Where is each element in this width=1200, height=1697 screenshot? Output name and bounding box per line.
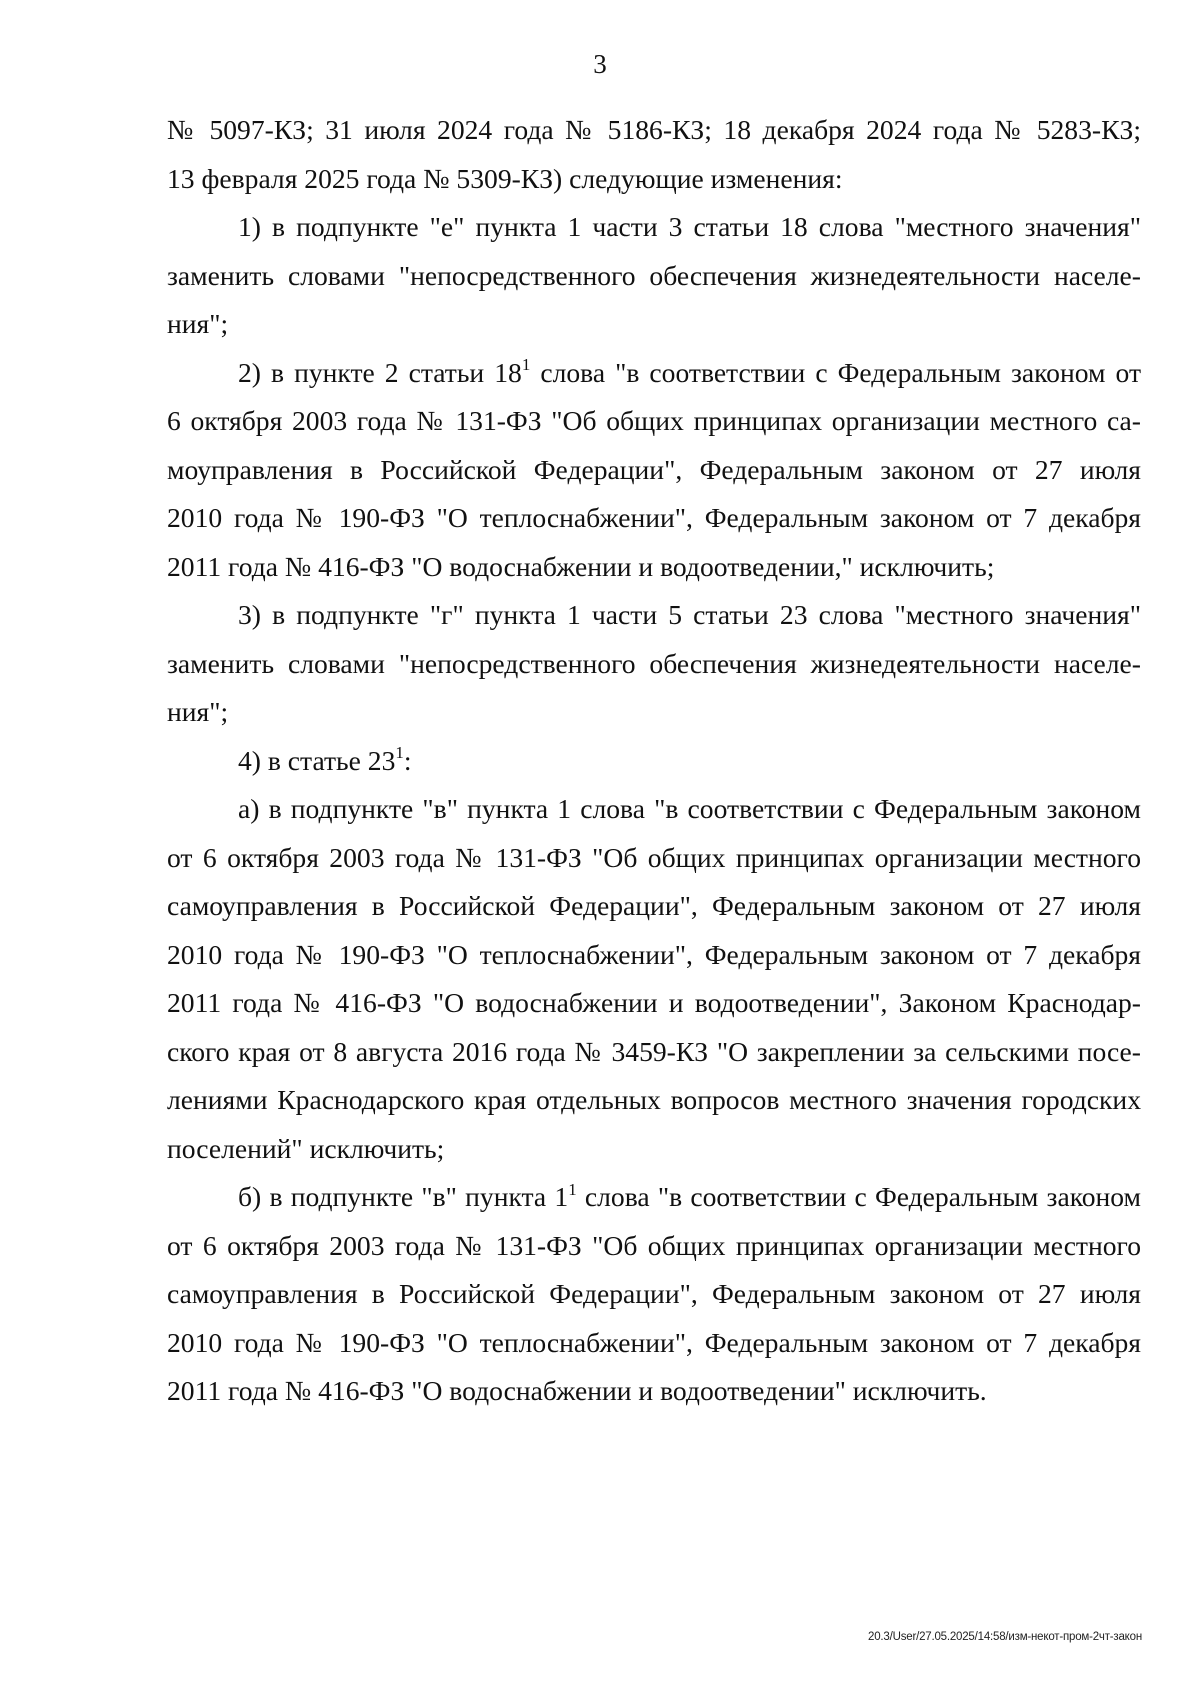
- text-line: 2011 года № 416-ФЗ "О водоснабжении и водоотведении", Законом Краснодар-: [167, 987, 1141, 1018]
- text-line: самоуправления в Российской Федерации", Федеральным законом от 27 июля: [167, 1278, 1141, 1309]
- item-3-line: 3) в подпункте "г" пункта 1 части 5 статьи 23 слова "местного значения": [238, 599, 1141, 630]
- superscript: 1: [568, 1179, 577, 1199]
- item-2-line: [167, 349, 1141, 398]
- page-number: 3: [593, 49, 607, 79]
- text-line: 2010 года № 190-ФЗ "О теплоснабжении", Федеральным законом от 7 декабря: [167, 502, 1141, 533]
- superscript: 1: [521, 355, 531, 375]
- item-1-line: 1) в подпункте "е" пункта 1 части 3 статьи 18 слова "местного значения": [238, 211, 1141, 242]
- text-line: моуправления в Российской Федерации", Федеральным законом от 27 июля: [167, 453, 1141, 485]
- line-text: 2) в пункте 2 статьи 18: [238, 356, 522, 388]
- text-line: самоуправления в Российской Федерации", Федеральным законом от 27 июля: [167, 890, 1141, 921]
- text-line: 13 февраля 2025 года № 5309-КЗ) следующие изменения:: [167, 162, 843, 194]
- text-line: заменить словами "непосредственного обеспечения жизнедеятельности населе-: [167, 259, 1141, 291]
- document-stamp: 20.3/User/27.05.2025/14:58/изм-некот-пром-2чт-закон: [868, 1631, 1142, 1643]
- text-line: лениями Краснодарского края отдельных вопросов местного значения городских: [167, 1084, 1141, 1115]
- line-text: слова "в соответствии с Федеральным законом от: [530, 356, 1141, 388]
- text-line: от 6 октября 2003 года № 131-ФЗ "Об общих принципах организации местного: [167, 841, 1141, 873]
- text-line: от 6 октября 2003 года № 131-ФЗ "Об общих принципах организации местного: [167, 1229, 1141, 1261]
- text-line: поселений" исключить;: [167, 1132, 445, 1164]
- line-text: слова "в соответствии с Федеральным законом: [576, 1181, 1142, 1212]
- text-line: 2010 года № 190-ФЗ "О теплоснабжении", Федеральным законом от 7 декабря: [167, 938, 1141, 970]
- line-text: 4) в статье 23: [238, 744, 396, 776]
- text-line: 6 октября 2003 года № 131-ФЗ "Об общих принципах организации местного са-: [167, 405, 1141, 436]
- text-line: ния";: [167, 308, 229, 339]
- line-text: б) в подпункте "в" пункта 1: [238, 1181, 569, 1212]
- text-line: заменить словами "непосредственного обеспечения жизнедеятельности населе-: [167, 647, 1141, 679]
- subitem-b-line: [167, 1173, 1141, 1222]
- text-line: 2010 года № 190-ФЗ "О теплоснабжении", Федеральным законом от 7 декабря: [167, 1326, 1141, 1358]
- subitem-a-line: а) в подпункте "в" пункта 1 слова "в соответствии с Федеральным законом: [238, 793, 1141, 824]
- item-4-line: [167, 737, 1141, 786]
- text-line: 2011 года № 416-ФЗ "О водоснабжении и водоотведении," исключить;: [167, 550, 995, 582]
- text-line: ского края от 8 августа 2016 года № 3459-КЗ "О закреплении за сельскими посе-: [167, 1035, 1141, 1067]
- line-text: :: [403, 744, 412, 776]
- document-body: [167, 106, 1141, 1416]
- text-line: ния";: [167, 696, 229, 727]
- text-line: 2011 года № 416-ФЗ "О водоснабжении и водоотведении" исключить.: [167, 1375, 987, 1406]
- superscript: 1: [395, 743, 404, 763]
- text-line: № 5097-КЗ; 31 июля 2024 года № 5186-КЗ; 18 декабря 2024 года № 5283-КЗ;: [167, 114, 1141, 145]
